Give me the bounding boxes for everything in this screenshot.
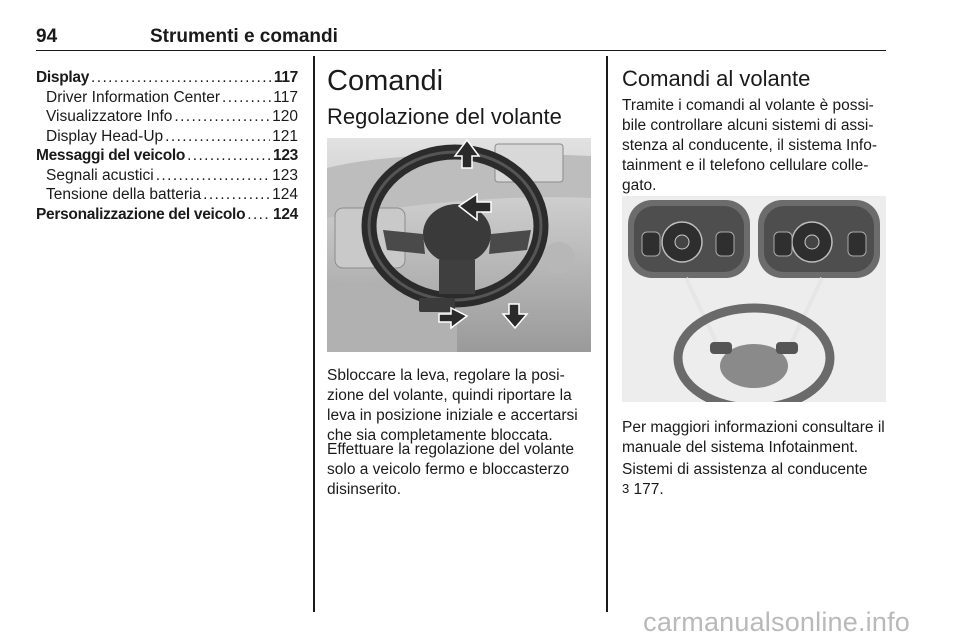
page-header (36, 22, 886, 51)
subheading-regolazione: Regolazione del volante (327, 104, 562, 129)
xref-page-link[interactable]: 177. (633, 481, 664, 498)
paragraph-infotainment-manual: Per maggiori informazioni consultare il manuale del sistema Infotainment. (622, 419, 885, 456)
watermark: carmanualsonline.info (643, 607, 910, 637)
toc-entry[interactable]: Personalizzazione del veicolo ..... 124 (36, 205, 298, 225)
paragraph-driver-assistance-xref: Sistemi di assistenza al conducente 3 177. (622, 461, 868, 498)
cross-reference-icon: 3 (622, 481, 630, 496)
toc-entry[interactable]: Driver Information Center ..... 117 (36, 88, 298, 108)
column-divider (313, 56, 315, 612)
toc-entry[interactable]: Display Head-Up ..... 121 (36, 127, 298, 147)
steering-adjustment-illustration (327, 138, 591, 352)
toc-entry[interactable]: Segnali acustici ..... 123 (36, 166, 298, 186)
paragraph-unlock-lever: Sbloccare la leva, regolare la posi-zione del volante, quindi riportare la leva in posizione iniziale e accertarsi che sia completamente bloccata. (327, 367, 578, 444)
toc-entry[interactable]: Visualizzatore Info ..... 120 (36, 107, 298, 127)
column-divider (606, 56, 608, 612)
steering-wheel-controls-illustration (622, 196, 886, 402)
heading-comandi-al-volante: Comandi al volante (622, 66, 811, 91)
paragraph-steering-controls: Tramite i comandi al volante è possi-bile controllare alcuni sistemi di assi-stenza al conducente, il sistema Info-tainment e il telefono cellulare colle-gato. (622, 97, 878, 194)
paragraph-adjust-when-stopped: Effettuare la regolazione del volante solo a veicolo fermo e bloccasterzo disinserito. (327, 441, 575, 498)
page-number: 94 (36, 26, 58, 47)
heading-comandi: Comandi (327, 65, 444, 97)
toc-entry[interactable]: Tensione della batteria ..... 124 (36, 185, 298, 205)
toc-entry[interactable]: Display ..... 117 (36, 68, 298, 88)
toc-entry[interactable]: Messaggi del veicolo ..... 123 (36, 146, 298, 166)
section-title: Strumenti e comandi (150, 26, 338, 47)
table-of-contents (36, 68, 298, 224)
